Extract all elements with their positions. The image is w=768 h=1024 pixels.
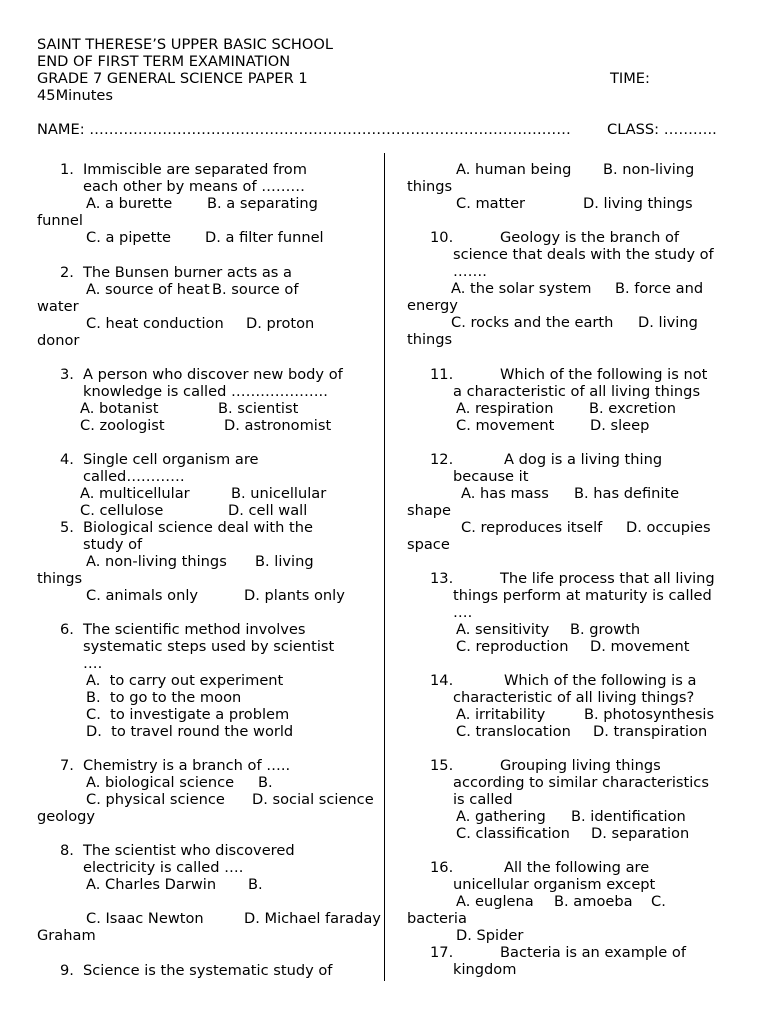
question-number: 15. <box>430 757 454 774</box>
question-number: 9. <box>60 962 74 979</box>
question-stem: The life process that all living <box>500 570 715 587</box>
question-stem: …. <box>453 604 473 621</box>
answer-option: B. identification <box>571 808 686 825</box>
answer-option: A. to carry out experiment <box>86 672 284 689</box>
answer-option: A. non-living things <box>86 553 227 570</box>
question-stem: Single cell organism are <box>83 451 259 468</box>
answer-option: B. non-living <box>603 161 695 178</box>
answer-option: C. <box>651 893 666 910</box>
question-stem: study of <box>83 536 143 553</box>
question-stem: …. <box>83 655 103 672</box>
question-number: 10. <box>430 229 454 246</box>
question-number: 16. <box>430 859 454 876</box>
answer-option: A. irritability <box>456 706 546 723</box>
answer-option: C. zoologist <box>80 417 165 434</box>
answer-option: C. cellulose <box>80 502 164 519</box>
answer-option: A. euglena <box>456 893 534 910</box>
school-name: SAINT THERESE’S UPPER BASIC SCHOOL <box>37 36 333 53</box>
question-stem: because it <box>453 468 529 485</box>
answer-option: things <box>407 178 453 195</box>
question-stem: Which of the following is a <box>504 672 697 689</box>
question-number: 5. <box>60 519 74 536</box>
answer-option: A. multicellular <box>80 485 190 502</box>
answer-option: D. sleep <box>590 417 650 434</box>
answer-option: C. translocation <box>456 723 571 740</box>
answer-option: C. animals only <box>86 587 199 604</box>
answer-option: D. occupies <box>626 519 711 536</box>
question-stem: A person who discover new body of <box>83 366 343 383</box>
answer-option: C. movement <box>456 417 555 434</box>
question-number: 12. <box>430 451 454 468</box>
question-number: 13. <box>430 570 454 587</box>
answer-option: funnel <box>37 212 83 229</box>
answer-option: things <box>37 570 83 587</box>
answer-option: C. to investigate a problem <box>86 706 290 723</box>
question-stem: a characteristic of all living things <box>453 383 701 400</box>
question-number: 2. <box>60 264 74 281</box>
question-stem: The scientist who discovered <box>83 842 295 859</box>
answer-option: B. force and <box>615 280 704 297</box>
question-stem: according to similar characteristics <box>453 774 709 791</box>
answer-option: B. <box>248 876 263 893</box>
answer-option: B. <box>258 774 273 791</box>
answer-option: C. heat conduction <box>86 315 224 332</box>
answer-option: D. proton <box>246 315 315 332</box>
answer-option: B. a separating <box>207 195 318 212</box>
question-number: 3. <box>60 366 74 383</box>
answer-option: D. living <box>638 314 698 331</box>
question-number: 14. <box>430 672 454 689</box>
answer-option: B. excretion <box>589 400 677 417</box>
question-number: 4. <box>60 451 74 468</box>
answer-option: B. unicellular <box>231 485 327 502</box>
question-stem: Science is the systematic study of <box>83 962 333 979</box>
answer-option: C. reproduces itself <box>461 519 603 536</box>
question-stem: Chemistry is a branch of ….. <box>83 757 291 774</box>
answer-option: A. has mass <box>461 485 549 502</box>
question-number: 17. <box>430 944 454 961</box>
answer-option: bacteria <box>407 910 467 927</box>
question-stem: All the following are <box>504 859 650 876</box>
answer-option: D. cell wall <box>228 502 308 519</box>
answer-option: A. human being <box>456 161 572 178</box>
answer-option: B. to go to the moon <box>86 689 242 706</box>
question-stem: Which of the following is not <box>500 366 708 383</box>
answer-option: D. movement <box>590 638 690 655</box>
question-stem: Grouping living things <box>500 757 661 774</box>
answer-option: A. respiration <box>456 400 554 417</box>
question-stem: unicellular organism except <box>453 876 656 893</box>
paper-title: GRADE 7 GENERAL SCIENCE PAPER 1 <box>37 70 308 87</box>
question-stem: Bacteria is an example of <box>500 944 686 961</box>
question-stem: is called <box>453 791 513 808</box>
answer-option: B. amoeba <box>554 893 633 910</box>
question-stem: characteristic of all living things? <box>453 689 695 706</box>
answer-option: D. a filter funnel <box>205 229 324 246</box>
question-stem: Biological science deal with the <box>83 519 313 536</box>
answer-option: A. sensitivity <box>456 621 550 638</box>
answer-option: B. source of <box>212 281 299 298</box>
answer-option: shape <box>407 502 452 519</box>
question-number: 1. <box>60 161 74 178</box>
answer-option: A. a burette <box>86 195 173 212</box>
question-stem: systematic steps used by scientist <box>83 638 335 655</box>
question-stem: kingdom <box>453 961 517 978</box>
question-number: 6. <box>60 621 74 638</box>
question-number: 11. <box>430 366 454 383</box>
answer-option: D. Michael faraday <box>244 910 381 927</box>
class-field: CLASS: ……….. <box>607 121 717 138</box>
question-stem: The Bunsen burner acts as a <box>83 264 292 281</box>
question-stem: called………… <box>83 468 185 485</box>
answer-option: A. biological science <box>86 774 235 791</box>
answer-option: A. Charles Darwin <box>86 876 217 893</box>
answer-option: D. astronomist <box>224 417 332 434</box>
question-stem: The scientific method involves <box>83 621 306 638</box>
answer-option: A. source of heat <box>86 281 210 298</box>
answer-option: C. a pipette <box>86 229 172 246</box>
answer-option: D. separation <box>591 825 690 842</box>
answer-option: B. growth <box>570 621 641 638</box>
question-stem: things perform at maturity is called <box>453 587 712 604</box>
answer-option: C. rocks and the earth <box>451 314 614 331</box>
answer-option: C. matter <box>456 195 526 212</box>
answer-option: C. Isaac Newton <box>86 910 204 927</box>
answer-option: D. to travel round the world <box>86 723 294 740</box>
answer-option: D. transpiration <box>593 723 708 740</box>
time-label: TIME: <box>610 70 650 87</box>
answer-option: C. classification <box>456 825 570 842</box>
answer-option: A. the solar system <box>451 280 592 297</box>
answer-option: things <box>407 331 453 348</box>
question-stem: knowledge is called ……………….. <box>83 383 328 400</box>
question-stem: electricity is called …. <box>83 859 244 876</box>
answer-option: D. living things <box>583 195 693 212</box>
question-stem: each other by means of ……… <box>83 178 306 195</box>
answer-option: B. has definite <box>574 485 680 502</box>
answer-option: water <box>37 298 79 315</box>
answer-option: A. botanist <box>80 400 159 417</box>
answer-option: B. living <box>255 553 314 570</box>
exam-title: END OF FIRST TERM EXAMINATION <box>37 53 291 70</box>
answer-option: Graham <box>37 927 96 944</box>
answer-option: C. reproduction <box>456 638 569 655</box>
column-divider <box>384 153 385 981</box>
answer-option: geology <box>37 808 96 825</box>
question-stem: Immiscible are separated from <box>83 161 307 178</box>
answer-option: A. gathering <box>456 808 546 825</box>
question-stem: Geology is the branch of <box>500 229 680 246</box>
duration: 45Minutes <box>37 87 114 104</box>
answer-option: D. plants only <box>244 587 345 604</box>
answer-option: B. photosynthesis <box>584 706 715 723</box>
answer-option: energy <box>407 297 458 314</box>
question-number: 7. <box>60 757 74 774</box>
answer-option: D. social science <box>252 791 374 808</box>
answer-option: C. physical science <box>86 791 225 808</box>
question-number: 8. <box>60 842 74 859</box>
name-field: NAME: ……………………………………………………………………………………… <box>37 121 571 138</box>
answer-option: space <box>407 536 450 553</box>
answer-option: donor <box>37 332 80 349</box>
question-stem: science that deals with the study of <box>453 246 714 263</box>
question-stem: ……. <box>453 263 487 280</box>
question-stem: A dog is a living thing <box>504 451 663 468</box>
answer-option: B. scientist <box>218 400 299 417</box>
answer-option: D. Spider <box>456 927 524 944</box>
